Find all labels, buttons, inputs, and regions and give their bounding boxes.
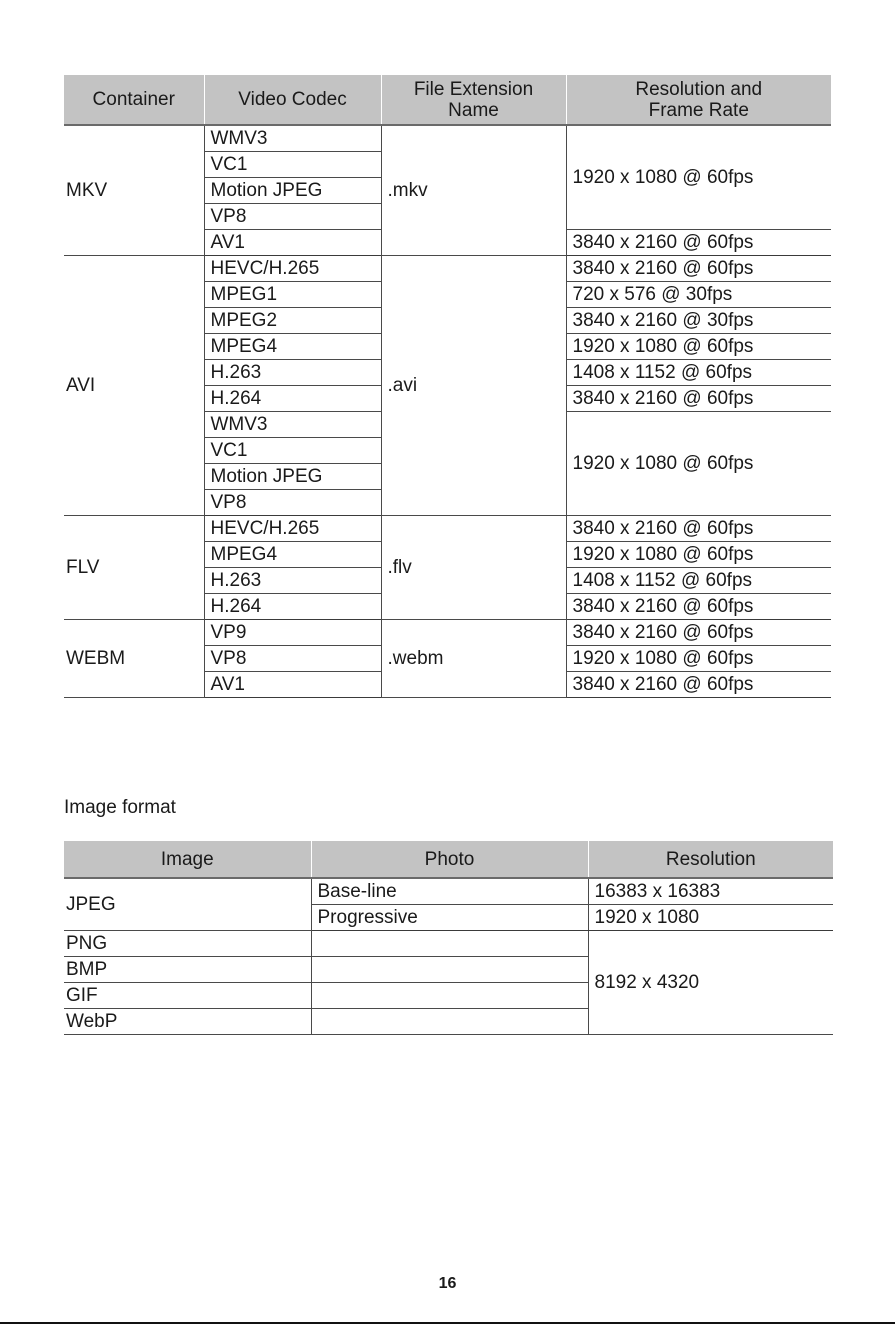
codec-cell: VP8 xyxy=(204,646,381,672)
codec-cell: HEVC/H.265 xyxy=(204,516,381,542)
resolution-cell: 1920 x 1080 @ 60fps xyxy=(566,542,831,568)
resolution-cell: 3840 x 2160 @ 60fps xyxy=(566,386,831,412)
resolution-cell: 3840 x 2160 @ 60fps xyxy=(566,594,831,620)
video-format-table xyxy=(64,75,831,698)
header-video-codec: Video Codec xyxy=(204,75,381,125)
resolution-cell: 8192 x 4320 xyxy=(588,931,833,1035)
header-resolution: Resolution xyxy=(588,841,833,878)
image-type-cell: PNG xyxy=(64,931,311,957)
codec-cell: WMV3 xyxy=(204,125,381,152)
resolution-cell: 1408 x 1152 @ 60fps xyxy=(566,568,831,594)
codec-cell: VP8 xyxy=(204,204,381,230)
header-container: Container xyxy=(64,75,204,125)
table-row xyxy=(64,256,831,282)
photo-cell xyxy=(311,931,588,957)
table-row xyxy=(64,620,831,646)
resolution-cell: 3840 x 2160 @ 60fps xyxy=(566,516,831,542)
codec-cell: MPEG1 xyxy=(204,282,381,308)
codec-cell: H.263 xyxy=(204,568,381,594)
codec-cell: AV1 xyxy=(204,230,381,256)
extension-cell: .webm xyxy=(381,620,566,698)
codec-cell: WMV3 xyxy=(204,412,381,438)
page-number: 16 xyxy=(438,1275,457,1292)
table-row xyxy=(64,931,833,957)
photo-cell xyxy=(311,957,588,983)
resolution-cell: 16383 x 16383 xyxy=(588,878,833,905)
image-table-body xyxy=(64,878,833,1035)
image-format-heading: Image format xyxy=(64,797,176,818)
container-cell: AVI xyxy=(64,256,204,516)
resolution-cell: 1408 x 1152 @ 60fps xyxy=(566,360,831,386)
codec-cell: VC1 xyxy=(204,438,381,464)
codec-cell: VP9 xyxy=(204,620,381,646)
container-cell: MKV xyxy=(64,125,204,256)
video-table-header-row xyxy=(64,75,831,125)
container-cell: WEBM xyxy=(64,620,204,698)
resolution-cell: 3840 x 2160 @ 30fps xyxy=(566,308,831,334)
header-image: Image xyxy=(64,841,311,878)
codec-cell: MPEG2 xyxy=(204,308,381,334)
resolution-cell: 1920 x 1080 @ 60fps xyxy=(566,334,831,360)
resolution-cell: 3840 x 2160 @ 60fps xyxy=(566,230,831,256)
image-format-table xyxy=(64,841,833,1035)
resolution-cell: 3840 x 2160 @ 60fps xyxy=(566,620,831,646)
codec-cell: MPEG4 xyxy=(204,542,381,568)
header-photo: Photo xyxy=(311,841,588,878)
codec-cell: Motion JPEG xyxy=(204,464,381,490)
header-file-extension: File Extension Name xyxy=(381,75,566,125)
photo-cell: Progressive xyxy=(311,905,588,931)
image-table-header-row xyxy=(64,841,833,878)
resolution-cell: 1920 x 1080 @ 60fps xyxy=(566,646,831,672)
photo-cell xyxy=(311,1009,588,1035)
photo-cell: Base-line xyxy=(311,878,588,905)
codec-cell: MPEG4 xyxy=(204,334,381,360)
video-table-body xyxy=(64,125,831,698)
table-row xyxy=(64,878,833,905)
codec-cell: H.264 xyxy=(204,594,381,620)
table-row xyxy=(64,516,831,542)
codec-cell: HEVC/H.265 xyxy=(204,256,381,282)
codec-cell: H.264 xyxy=(204,386,381,412)
codec-cell: VC1 xyxy=(204,152,381,178)
table-row xyxy=(64,125,831,152)
image-type-cell: WebP xyxy=(64,1009,311,1035)
resolution-cell: 3840 x 2160 @ 60fps xyxy=(566,256,831,282)
photo-cell xyxy=(311,983,588,1009)
extension-cell: .avi xyxy=(381,256,566,516)
codec-cell: H.263 xyxy=(204,360,381,386)
resolution-cell: 3840 x 2160 @ 60fps xyxy=(566,672,831,698)
resolution-cell: 720 x 576 @ 30fps xyxy=(566,282,831,308)
container-cell: FLV xyxy=(64,516,204,620)
resolution-cell: 1920 x 1080 @ 60fps xyxy=(566,412,831,516)
codec-cell: VP8 xyxy=(204,490,381,516)
header-resolution-frame-rate: Resolution and Frame Rate xyxy=(566,75,831,125)
image-type-cell: GIF xyxy=(64,983,311,1009)
image-type-cell: JPEG xyxy=(64,878,311,931)
codec-cell: Motion JPEG xyxy=(204,178,381,204)
extension-cell: .flv xyxy=(381,516,566,620)
resolution-cell: 1920 x 1080 @ 60fps xyxy=(566,125,831,230)
codec-cell: AV1 xyxy=(204,672,381,698)
resolution-cell: 1920 x 1080 xyxy=(588,905,833,931)
extension-cell: .mkv xyxy=(381,125,566,256)
image-type-cell: BMP xyxy=(64,957,311,983)
